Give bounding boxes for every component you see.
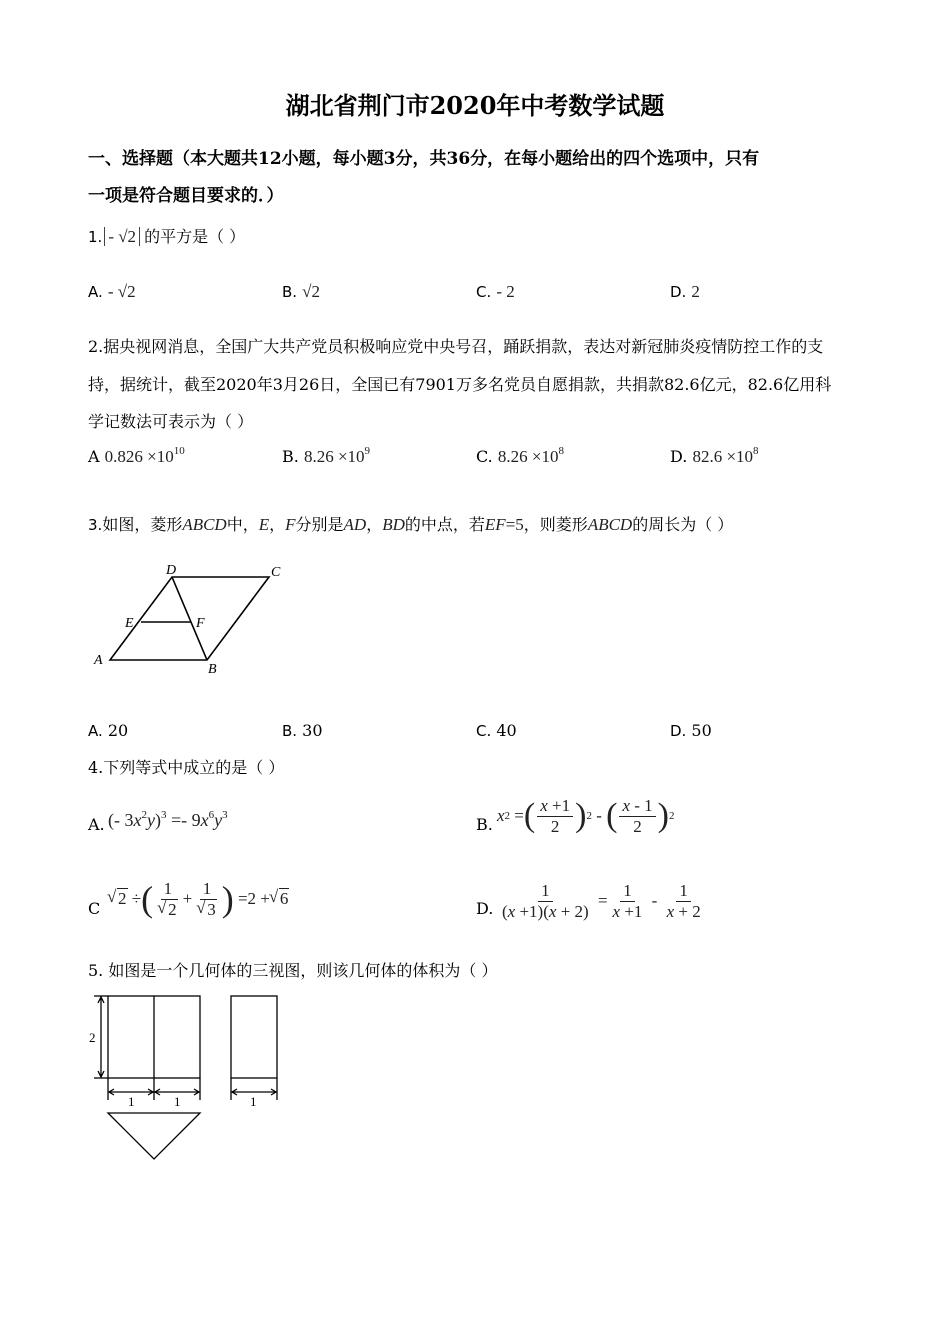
dim-height-label: 2 <box>89 1030 96 1045</box>
option-a-expr: - √2 <box>107 282 136 301</box>
question-3-stem: 3.如图，菱形ABCD中，E，F分别是AD，BD的中点，若EF=5，则菱形ABCD的周长为（ ） <box>88 515 734 534</box>
label-c: C <box>271 565 281 580</box>
label-a: A <box>94 653 103 668</box>
question-2-option-a: A $0.826 \times 10^{10}$ <box>88 445 185 466</box>
question-4-option-d-formula: $\frac{1}{(x +1)(x + 2)}$ = $\frac{1}{x +1}$ - $\frac{1}{x + 2}$ <box>502 880 701 921</box>
three-view-figure <box>88 990 288 1165</box>
label-d: D <box>166 563 177 578</box>
section-heading-line-1: 一、选择题（本大题共12小题，每小题3分，共36分，在每小题给出的四个选项中，只有 <box>88 149 760 169</box>
question-3-option-c: C. 40 <box>476 721 517 740</box>
option-b-expr: √2 <box>302 282 320 301</box>
question-2-line-3: 学记数法可表示为（ ） <box>88 412 254 431</box>
label-f: F <box>196 616 205 631</box>
question-4-option-b-label: B. <box>476 815 493 834</box>
option-d-expr: 2 <box>691 282 700 301</box>
question-1-abs-expr: - √2 <box>104 227 140 246</box>
question-5-stem: 5. 如图是一个几何体的三视图，则该几何体的体积为（ ） <box>88 961 498 980</box>
question-2-line-1: 2.据央视网消息，全国广大共产党员积极响应党中央号召，踊跃捐款，表达对新冠肺炎疫情防控工作的支 <box>88 337 824 356</box>
question-3-option-a: A. 20 <box>88 721 129 740</box>
question-2-option-c: C. $8.26 \times 10^8$ <box>476 445 564 466</box>
option-c-expr: - 2 <box>496 282 515 301</box>
dim-side-label: 1 <box>250 1094 257 1109</box>
question-4-option-b-formula: x 2 = ( $\frac{x +1}{2}$ ) 2 - ( $\frac{x - 1}{2}$ ) 2 <box>497 795 675 836</box>
question-3-option-d: D. 50 <box>670 721 712 740</box>
question-2-option-d: D. $82.6 \times 10^8$ <box>670 445 759 466</box>
question-4-option-a-formula: (- $3x^2y)^3 =- 9x^6y^3$ <box>108 809 228 830</box>
section-heading-line-2: 一项是符合题目要求的．） <box>88 186 284 206</box>
dim-width-2-label: 1 <box>174 1094 181 1109</box>
rhombus-figure <box>88 560 298 685</box>
question-1-option-c: C. - 2 <box>476 282 515 301</box>
question-3-option-b: B. 30 <box>282 721 323 740</box>
question-1-number: 1. <box>88 228 103 246</box>
question-4-option-c-formula: √ 2 ÷ ( 1 √ 2 + 1 √ 3 ) =2 + √ 6 <box>108 874 289 924</box>
question-4-stem: 4.下列等式中成立的是（ ） <box>88 758 285 777</box>
question-1-stem: 的平方是（ ） <box>144 227 246 246</box>
question-4-option-d-label: D. <box>476 899 494 918</box>
question-1 <box>88 224 245 247</box>
question-1-option-d: D. 2 <box>670 282 700 301</box>
label-e: E <box>125 616 134 631</box>
question-1-option-b: B. √2 <box>282 282 320 301</box>
question-4-option-a-label: A. <box>88 815 105 834</box>
question-2-line-2: 持，据统计，截至2020年3月26日，全国已有7901万多名党员自愿捐款，共捐款82.6亿元，82.6亿用科 <box>88 375 832 394</box>
question-2-option-b: B. $8.26 \times 10^9$ <box>282 445 371 466</box>
question-4-option-c-label: C <box>88 899 101 918</box>
question-1-option-a: A. - √2 <box>88 282 136 301</box>
dim-width-1-label: 1 <box>128 1094 135 1109</box>
label-b: B <box>208 662 217 677</box>
page-title: 湖北省荆门市2020年中考数学试题 <box>285 91 665 120</box>
